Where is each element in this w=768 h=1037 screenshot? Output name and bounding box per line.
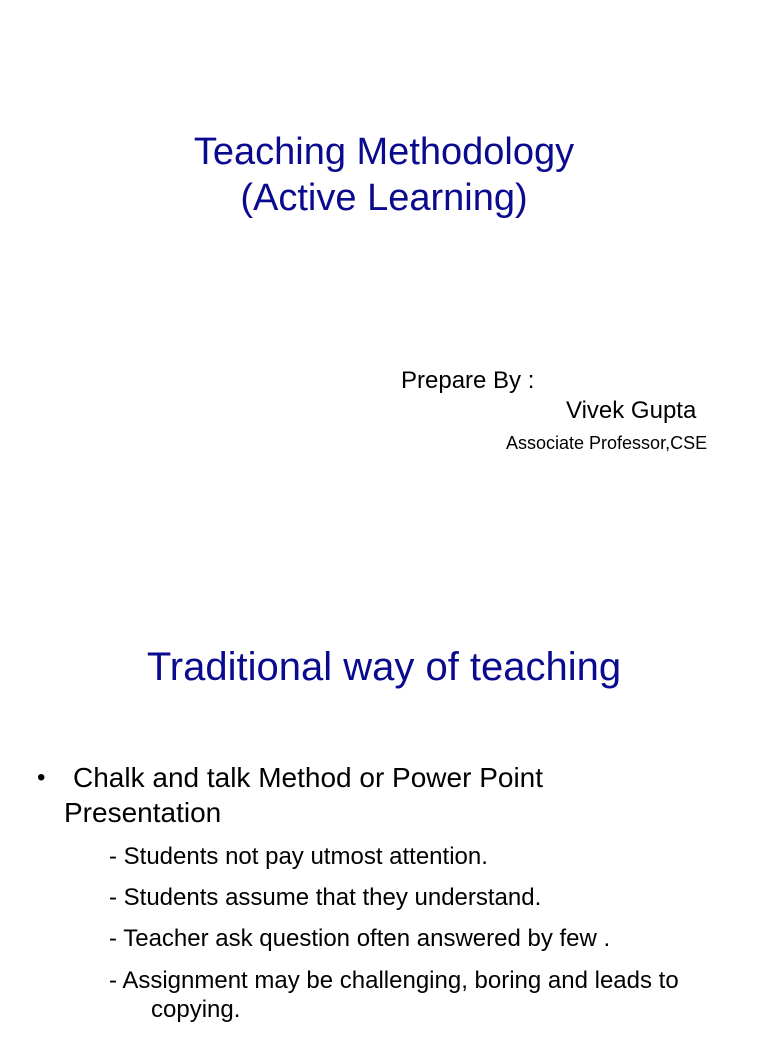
slide-title-line-2: (Active Learning) xyxy=(240,177,528,219)
prepared-by-label: Prepare By : xyxy=(401,367,535,394)
sub-point-item: - Assignment may be challenging, boring and leads to copying. xyxy=(109,967,679,1023)
sub-point-item: - Teacher ask question often answered by few . xyxy=(109,925,611,952)
author-role: Associate Professor,CSE xyxy=(506,433,708,453)
sub-point-item: - Students not pay utmost attention. xyxy=(109,843,488,870)
slide-title-line-1: Teaching Methodology xyxy=(193,131,575,173)
bullet-icon: • xyxy=(37,764,46,791)
author-name: Vivek Gupta xyxy=(566,397,697,424)
section-heading: Traditional way of teaching xyxy=(146,645,622,689)
sub-point-item: - Students assume that they understand. xyxy=(109,884,542,911)
sub-point-list xyxy=(109,843,709,1037)
bullet-text: Chalk and talk Method or Power Point Presentation xyxy=(64,762,544,828)
